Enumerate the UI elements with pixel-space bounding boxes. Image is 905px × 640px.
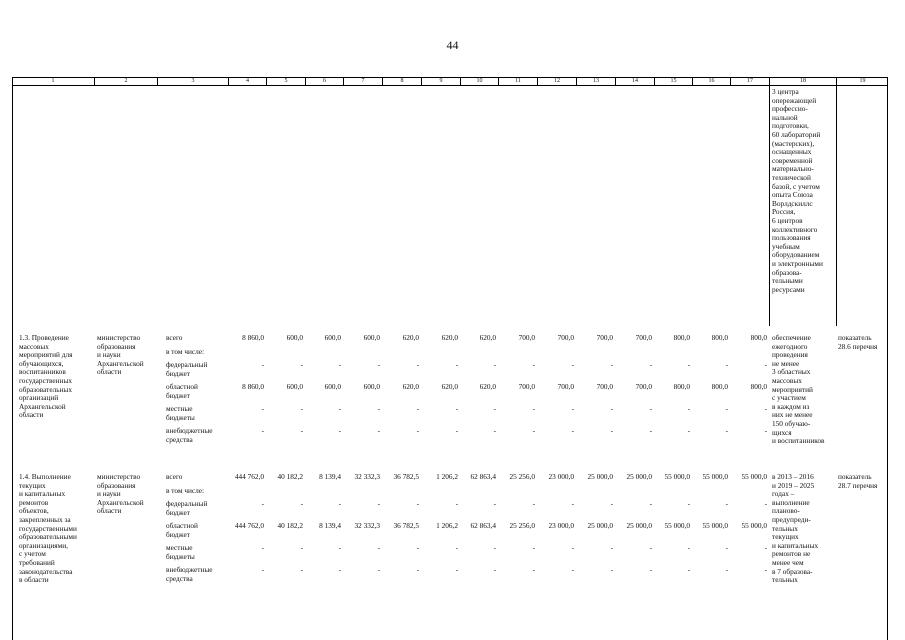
- indicator-line: 28.6 перечня: [838, 341, 878, 351]
- expected-result-line: и капитальных: [772, 540, 819, 550]
- funding-value: -: [532, 426, 535, 435]
- funding-value: -: [610, 360, 613, 369]
- activity-name-line: области: [19, 410, 44, 420]
- funding-source-label: местные: [166, 404, 193, 413]
- funding-value: 620,0: [402, 333, 419, 342]
- funding-value: 800,0: [673, 382, 690, 391]
- funding-value: 23 000,0: [548, 472, 574, 481]
- indicator-line: 28.7 перечня: [838, 480, 878, 490]
- funding-value: 700,0: [635, 382, 652, 391]
- funding-value: -: [338, 543, 341, 552]
- funding-value: -: [377, 499, 380, 508]
- activity-name-line: мероприятий для: [19, 350, 73, 360]
- expected-result-line: массовых: [772, 376, 802, 385]
- funding-value: -: [493, 565, 496, 574]
- responsible-line: министерство: [97, 472, 141, 481]
- funding-value: -: [300, 543, 303, 552]
- funding-value: 800,0: [673, 333, 690, 342]
- continuation-result-line: оснащенных: [772, 147, 812, 157]
- funding-value: -: [455, 360, 458, 369]
- expected-result-line: тельных: [772, 575, 798, 585]
- funding-value: 8 860,0: [242, 333, 264, 342]
- continuation-result-line: профессио-: [772, 104, 808, 114]
- continuation-result-line: оборудованием: [772, 250, 820, 260]
- activity-name-line: законодательства: [19, 566, 73, 576]
- funding-source-label: внебюджетные: [166, 565, 213, 574]
- expected-result-line: них не менее: [772, 410, 813, 420]
- responsible-line: министерство: [97, 333, 141, 342]
- funding-value: 600,0: [363, 333, 380, 342]
- funding-value: 444 762,0: [234, 521, 264, 530]
- continuation-result-line: ресурсами: [772, 284, 805, 294]
- responsible-line: Архангельской: [97, 497, 144, 507]
- funding-value: 600,0: [324, 382, 341, 391]
- funding-value: 36 782,5: [393, 521, 419, 530]
- funding-source-label: средства: [166, 434, 193, 444]
- funding-value: -: [571, 404, 574, 413]
- expected-result-line: 150 обучаю-: [772, 419, 811, 428]
- funding-value: -: [338, 565, 341, 574]
- funding-value: 23 000,0: [548, 521, 574, 530]
- expected-result-line: обеспечение: [772, 333, 811, 342]
- header-col-15: 15: [654, 78, 692, 85]
- funding-value: 600,0: [363, 382, 380, 391]
- funding-value: 620,0: [441, 382, 458, 391]
- funding-value: 55 000,0: [664, 521, 690, 530]
- column-divider: [769, 86, 770, 326]
- funding-value: -: [455, 404, 458, 413]
- funding-value: -: [764, 426, 767, 435]
- expected-result-line: тельных: [772, 523, 798, 533]
- expected-result-line: текущих: [772, 532, 799, 542]
- header-col-10: 10: [460, 78, 498, 85]
- header-col-18: 18: [769, 78, 836, 85]
- page-number: 44: [446, 38, 459, 52]
- activity-name-line: закрепленных за: [19, 515, 71, 524]
- continuation-result-line: материально-: [772, 164, 814, 174]
- activity-name-line: Архангельской: [19, 401, 66, 411]
- funding-source-label: бюджеты: [166, 551, 195, 561]
- funding-value: 55 000,0: [664, 472, 690, 481]
- header-col-17: 17: [730, 78, 769, 85]
- header-col-14: 14: [615, 78, 654, 85]
- funding-value: 32 332,3: [354, 521, 380, 530]
- funding-value: 620,0: [441, 333, 458, 342]
- funding-value: -: [416, 426, 419, 435]
- funding-value: -: [532, 565, 535, 574]
- activity-name-line: государственными: [19, 523, 77, 533]
- funding-value: -: [571, 565, 574, 574]
- activity-name-line: требований: [19, 558, 55, 567]
- activity-name-line: массовых: [19, 341, 49, 351]
- funding-source-label: бюджет: [166, 368, 190, 378]
- funding-source-label: в том числе:: [166, 485, 205, 495]
- header-col-16: 16: [692, 78, 730, 85]
- funding-value: -: [649, 360, 652, 369]
- funding-value: -: [571, 543, 574, 552]
- funding-value: -: [764, 543, 767, 552]
- funding-value: -: [571, 360, 574, 369]
- funding-value: 620,0: [402, 382, 419, 391]
- funding-value: -: [455, 426, 458, 435]
- funding-value: 700,0: [518, 333, 535, 342]
- funding-value: 700,0: [596, 333, 613, 342]
- activity-name-line: и капитальных: [19, 489, 66, 499]
- funding-value: -: [532, 404, 535, 413]
- continuation-result-line: технической: [772, 173, 811, 182]
- continuation-result-line: образова-: [772, 267, 802, 277]
- responsible-line: и науки: [97, 489, 121, 499]
- header-col-11: 11: [498, 78, 537, 85]
- funding-value: -: [532, 499, 535, 508]
- expected-result-line: проведения: [772, 350, 808, 360]
- funding-value: -: [725, 360, 728, 369]
- funding-source-label: местные: [166, 543, 193, 552]
- funding-value: 700,0: [557, 333, 574, 342]
- continuation-result-line: подготовки,: [772, 121, 809, 131]
- funding-value: 1 206,2: [436, 472, 458, 481]
- funding-source-label: бюджеты: [166, 412, 195, 422]
- expected-result-line: с участием: [772, 393, 806, 403]
- funding-value: -: [725, 543, 728, 552]
- funding-value: 32 332,3: [354, 472, 380, 481]
- funding-source-label: в том числе:: [166, 346, 205, 356]
- table-header-row: [12, 77, 888, 86]
- funding-value: -: [764, 565, 767, 574]
- funding-value: -: [687, 565, 690, 574]
- funding-value: -: [725, 565, 728, 574]
- continuation-result-line: опережающей: [772, 95, 817, 105]
- funding-value: -: [261, 426, 264, 435]
- funding-value: -: [455, 565, 458, 574]
- funding-value: 40 182,2: [277, 521, 303, 530]
- expected-result-line: и воспитанников: [772, 436, 825, 446]
- header-col-2: 2: [94, 78, 157, 85]
- column-divider: [836, 86, 837, 326]
- continuation-result-line: нальной: [772, 112, 798, 122]
- funding-value: 620,0: [479, 333, 496, 342]
- funding-value: -: [416, 565, 419, 574]
- funding-value: -: [300, 360, 303, 369]
- expected-result-line: щихся: [772, 427, 792, 437]
- continuation-result-line: 60 лабораторий: [772, 130, 821, 139]
- funding-value: -: [261, 543, 264, 552]
- funding-value: 25 000,0: [626, 472, 652, 481]
- funding-source-label: областной: [166, 521, 198, 530]
- responsible-line: образования: [97, 480, 136, 490]
- funding-value: 800,0: [750, 382, 767, 391]
- responsible-line: области: [97, 506, 122, 516]
- responsible-line: и науки: [97, 350, 121, 360]
- funding-value: -: [610, 404, 613, 413]
- funding-source-label: федеральный: [166, 360, 208, 369]
- header-col-12: 12: [537, 78, 576, 85]
- funding-value: -: [687, 404, 690, 413]
- funding-value: -: [687, 360, 690, 369]
- activity-name-line: организациями,: [19, 540, 68, 550]
- funding-value: -: [377, 426, 380, 435]
- funding-value: 600,0: [286, 333, 303, 342]
- funding-value: -: [338, 499, 341, 508]
- continuation-result-line: (мастерских),: [772, 138, 815, 148]
- funding-value: -: [300, 565, 303, 574]
- funding-value: -: [261, 499, 264, 508]
- funding-value: 55 000,0: [741, 521, 767, 530]
- expected-result-line: выполнение: [772, 497, 810, 507]
- continuation-result-line: 6 центров: [772, 216, 803, 225]
- funding-value: -: [764, 404, 767, 413]
- funding-value: 700,0: [635, 333, 652, 342]
- funding-value: 55 000,0: [702, 521, 728, 530]
- activity-name-line: воспитанников: [19, 367, 66, 377]
- funding-value: 700,0: [557, 382, 574, 391]
- funding-value: 444 762,0: [234, 472, 264, 481]
- header-col-7: 7: [343, 78, 382, 85]
- funding-value: 25 256,0: [509, 521, 535, 530]
- funding-value: -: [455, 499, 458, 508]
- activity-name-line: с учетом: [19, 549, 46, 559]
- funding-value: 25 000,0: [587, 521, 613, 530]
- funding-value: -: [687, 426, 690, 435]
- funding-value: 800,0: [711, 333, 728, 342]
- funding-value: -: [649, 426, 652, 435]
- funding-value: -: [532, 360, 535, 369]
- expected-result-line: менее чем: [772, 558, 804, 567]
- funding-value: 700,0: [518, 382, 535, 391]
- funding-value: -: [610, 543, 613, 552]
- header-col-8: 8: [382, 78, 421, 85]
- funding-value: -: [687, 543, 690, 552]
- funding-source-label: внебюджетные: [166, 426, 213, 435]
- funding-value: -: [649, 543, 652, 552]
- funding-value: 62 863,4: [470, 472, 496, 481]
- funding-value: 40 182,2: [277, 472, 303, 481]
- funding-value: 55 000,0: [741, 472, 767, 481]
- funding-value: -: [416, 499, 419, 508]
- funding-value: -: [725, 499, 728, 508]
- funding-source-label: бюджет: [166, 529, 190, 539]
- funding-source-label: областной: [166, 382, 198, 391]
- funding-value: -: [377, 543, 380, 552]
- funding-value: 36 782,5: [393, 472, 419, 481]
- responsible-line: области: [97, 367, 122, 377]
- continuation-result-line: Россия,: [772, 207, 796, 217]
- funding-value: -: [261, 360, 264, 369]
- activity-name-line: организаций: [19, 393, 59, 403]
- continuation-result-line: современной: [772, 155, 813, 165]
- funding-value: -: [300, 499, 303, 508]
- funding-value: -: [338, 404, 341, 413]
- funding-value: 600,0: [324, 333, 341, 342]
- funding-value: -: [649, 499, 652, 508]
- funding-source-label: средства: [166, 573, 193, 583]
- continuation-result-line: 3 центра: [772, 87, 799, 96]
- funding-value: 1 206,2: [436, 521, 458, 530]
- expected-result-line: в 7 образова-: [772, 566, 813, 576]
- continuation-result-line: тельными: [772, 276, 803, 286]
- expected-result-line: и 2019 – 2025: [772, 480, 815, 490]
- continuation-result-line: учебным: [772, 241, 800, 251]
- funding-value: -: [416, 360, 419, 369]
- expected-result-line: мероприятий: [772, 384, 813, 394]
- header-col-1: 1: [51, 78, 55, 84]
- funding-value: -: [261, 404, 264, 413]
- funding-value: 600,0: [286, 382, 303, 391]
- header-col-5: 5: [266, 78, 305, 85]
- activity-name-line: образовательными: [19, 532, 77, 542]
- funding-value: 25 256,0: [509, 472, 535, 481]
- header-col-4: 4: [228, 78, 266, 85]
- funding-value: -: [725, 426, 728, 435]
- expected-result-line: 3 областных: [772, 367, 811, 377]
- header-col-19: 19: [836, 78, 888, 85]
- continuation-result-line: Ворлдскиллс: [772, 198, 813, 208]
- header-col-9: 9: [421, 78, 460, 85]
- funding-value: -: [416, 404, 419, 413]
- funding-value: -: [764, 499, 767, 508]
- indicator-line: показатель: [838, 333, 872, 342]
- funding-source-label: всего: [166, 333, 183, 342]
- funding-value: 25 000,0: [626, 521, 652, 530]
- funding-value: -: [610, 565, 613, 574]
- funding-value: -: [493, 404, 496, 413]
- indicator-line: показатель: [838, 472, 872, 481]
- funding-value: -: [532, 543, 535, 552]
- funding-value: -: [338, 426, 341, 435]
- expected-result-line: предупреди-: [772, 515, 811, 524]
- funding-value: -: [610, 499, 613, 508]
- expected-result-line: ремонтов не: [772, 549, 811, 559]
- responsible-line: Архангельской: [97, 358, 144, 368]
- continuation-result-line: и электронными: [772, 259, 823, 268]
- funding-value: -: [455, 543, 458, 552]
- funding-source-label: бюджет: [166, 390, 190, 400]
- funding-value: -: [261, 565, 264, 574]
- funding-value: -: [493, 360, 496, 369]
- funding-value: -: [687, 499, 690, 508]
- activity-name-line: 1.4. Выполнение: [19, 472, 71, 481]
- funding-value: -: [649, 565, 652, 574]
- funding-value: -: [300, 404, 303, 413]
- activity-name-line: образовательных: [19, 384, 72, 394]
- funding-value: 8 860,0: [242, 382, 264, 391]
- funding-value: 62 863,4: [470, 521, 496, 530]
- funding-source-label: всего: [166, 472, 183, 481]
- funding-value: -: [493, 543, 496, 552]
- funding-value: -: [571, 499, 574, 508]
- continuation-result-line: опыта Союза: [772, 190, 813, 200]
- activity-name-line: обучающихся,: [19, 358, 64, 368]
- funding-value: -: [377, 360, 380, 369]
- funding-value: 8 139,4: [319, 521, 341, 530]
- expected-result-line: в каждом из: [772, 401, 810, 411]
- expected-result-line: в 2013 – 2016: [772, 472, 814, 481]
- funding-value: -: [571, 426, 574, 435]
- activity-name-line: 1.3. Проведение: [19, 333, 69, 342]
- header-col-3: 3: [157, 78, 228, 85]
- expected-result-line: не менее: [772, 358, 800, 368]
- responsible-line: образования: [97, 341, 136, 351]
- activity-name-line: государственных: [19, 376, 73, 385]
- activity-name-line: в области: [19, 575, 49, 585]
- funding-value: 800,0: [750, 333, 767, 342]
- header-col-6: 6: [305, 78, 343, 85]
- funding-source-label: федеральный: [166, 499, 208, 508]
- funding-value: -: [416, 543, 419, 552]
- continuation-result-line: базой, с учетом: [772, 181, 820, 191]
- funding-value: -: [649, 404, 652, 413]
- funding-value: 700,0: [596, 382, 613, 391]
- funding-value: 800,0: [711, 382, 728, 391]
- funding-value: -: [377, 565, 380, 574]
- expected-result-line: годах –: [772, 489, 795, 499]
- header-col-13: 13: [576, 78, 615, 85]
- funding-value: 620,0: [479, 382, 496, 391]
- activity-name-line: ремонтов: [19, 497, 49, 507]
- funding-value: -: [764, 360, 767, 369]
- continuation-result-line: коллективного: [772, 224, 818, 234]
- funding-value: -: [610, 426, 613, 435]
- activity-name-line: объектов,: [19, 506, 49, 516]
- funding-value: 25 000,0: [587, 472, 613, 481]
- funding-value: -: [725, 404, 728, 413]
- funding-source-label: бюджет: [166, 507, 190, 517]
- activity-name-line: текущих: [19, 480, 46, 490]
- funding-value: -: [300, 426, 303, 435]
- funding-value: -: [338, 360, 341, 369]
- funding-value: -: [377, 404, 380, 413]
- funding-value: -: [493, 426, 496, 435]
- continuation-result-line: пользования: [772, 233, 811, 243]
- funding-value: -: [493, 499, 496, 508]
- expected-result-line: планово-: [772, 506, 800, 516]
- funding-value: 55 000,0: [702, 472, 728, 481]
- funding-value: 8 139,4: [319, 472, 341, 481]
- expected-result-line: ежегодного: [772, 341, 808, 351]
